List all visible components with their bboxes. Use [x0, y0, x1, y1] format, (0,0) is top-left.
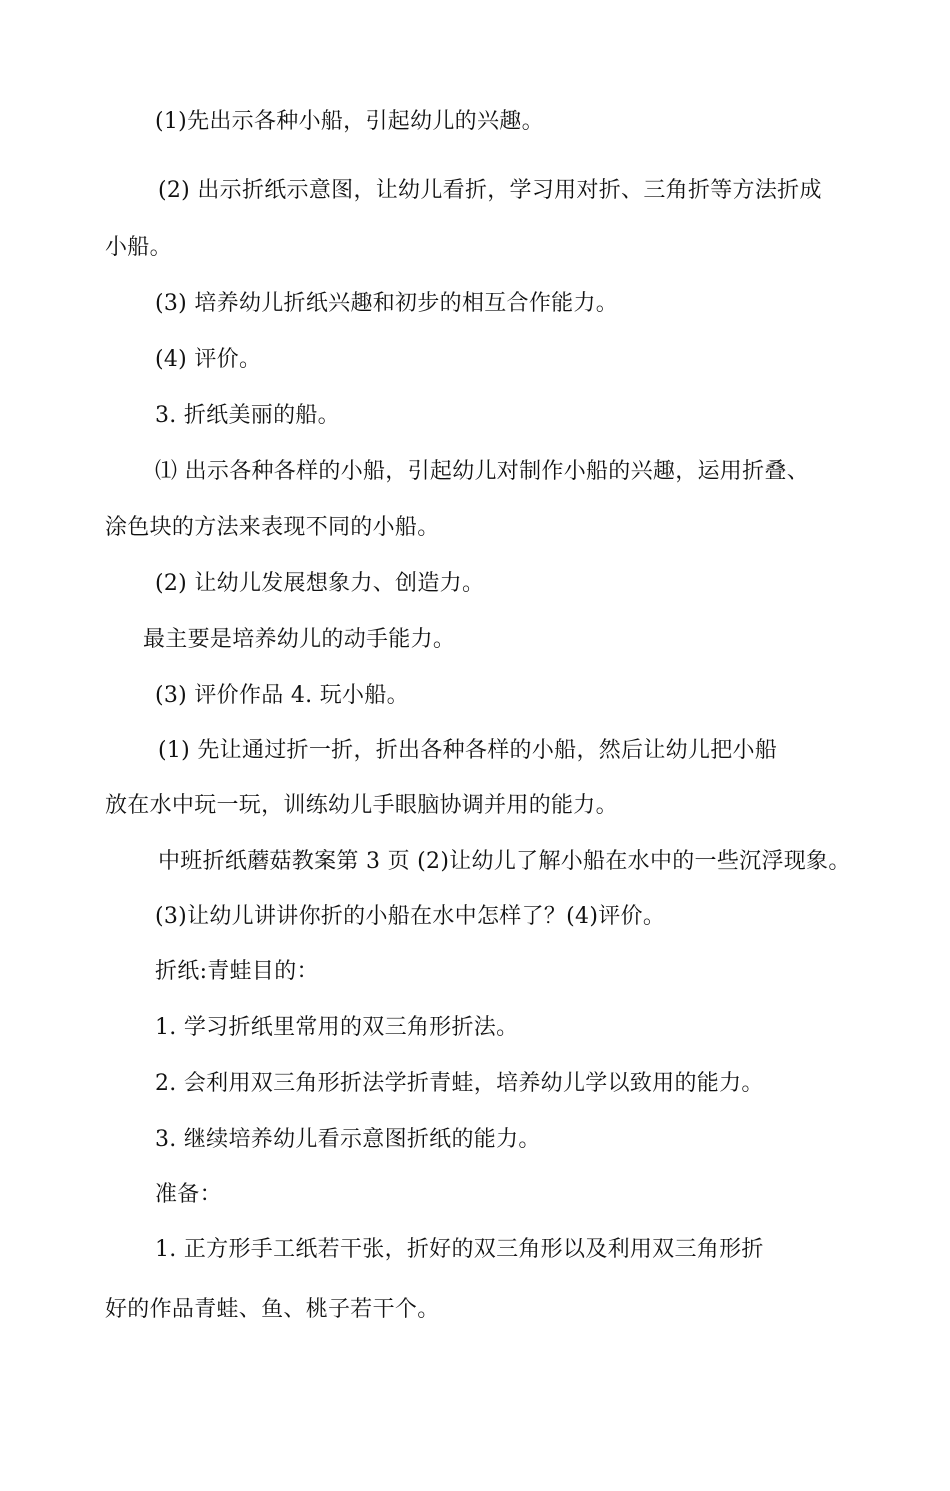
paragraph-line: 小船。 [105, 235, 172, 260]
paragraph-line: (1)先出示各种小船，引起幼儿的兴趣。 [155, 109, 544, 134]
paragraph-line: ⑴ 出示各种各样的小船，引起幼儿对制作小船的兴趣，运用折叠、 [155, 459, 809, 484]
paragraph-line: 中班折纸蘑菇教案第 3 页 (2)让幼儿了解小船在水中的一些沉浮现象。 [158, 849, 851, 874]
list-item: 3. 继续培养幼儿看示意图折纸的能力。 [155, 1127, 541, 1152]
paragraph-line: (2) 出示折纸示意图，让幼儿看折，学习用对折、三角折等方法折成 [158, 178, 822, 203]
paragraph-line: 涂色块的方法来表现不同的小船。 [105, 515, 440, 540]
paragraph-line: (3)让幼儿讲讲你折的小船在水中怎样了？(4)评价。 [155, 904, 666, 929]
paragraph-line: (1) 先让通过折一折，折出各种各样的小船，然后让幼儿把小船 [158, 738, 778, 763]
list-item: 2. 会利用双三角形折法学折青蛙，培养幼儿学以致用的能力。 [155, 1071, 764, 1096]
paragraph-line: 3. 折纸美丽的船。 [155, 403, 340, 428]
paragraph-line: 好的作品青蛙、鱼、桃子若干个。 [105, 1297, 440, 1322]
paragraph-line: 放在水中玩一玩，训练幼儿手眼脑协调并用的能力。 [105, 793, 618, 818]
paragraph-line: (3) 培养幼儿折纸兴趣和初步的相互合作能力。 [155, 291, 619, 316]
paragraph-line: (3) 评价作品 4. 玩小船。 [155, 683, 409, 708]
paragraph-line: 折纸:青蛙目的： [155, 959, 319, 984]
paragraph-line: 最主要是培养幼儿的动手能力。 [143, 627, 456, 652]
paragraph-line: 准备： [155, 1182, 222, 1207]
list-item: 1. 正方形手工纸若干张，折好的双三角形以及利用双三角形折 [155, 1237, 764, 1262]
paragraph-line: (4) 评价。 [155, 347, 262, 372]
paragraph-line: (2) 让幼儿发展想象力、创造力。 [155, 571, 485, 596]
list-item: 1. 学习折纸里常用的双三角形折法。 [155, 1015, 519, 1040]
